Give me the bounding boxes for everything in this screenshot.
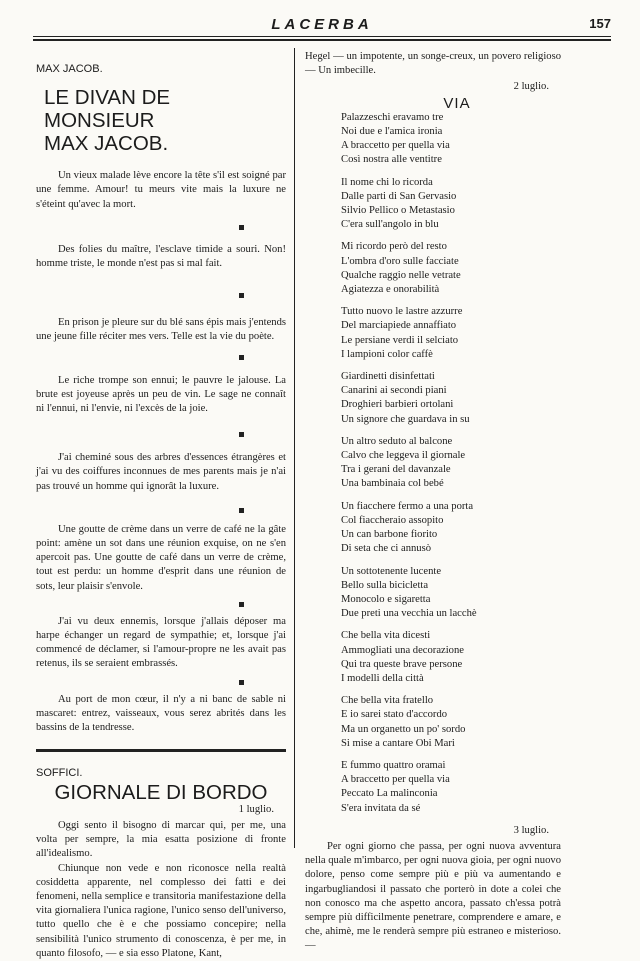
section-bullet [239,432,244,437]
poem-verse: Peccato La malinconia [341,788,438,800]
poem-verse: Un altro seduto al balcone [341,435,453,447]
poem-verse: Tutto nuovo le lastre azzurre [341,306,463,318]
poem-verse: S'era invitata da sé [341,802,421,814]
section-bullet [239,602,244,607]
poem-stanza [341,435,561,492]
poem-stanza [341,694,561,751]
paragraph: J'ai vu deux ennemis, lorsque j'allais déposer ma harpe échanger un regard de sympathie; et, lorsque j'ai commencé de déclamer, si l'amour-propre ne les avait pas retenus, ils se seraient embrassés. [36,615,286,670]
poem-verse: Dalle parti di San Gervasio [341,190,457,202]
poem-verse: E fummo quattro oramai [341,759,446,771]
poem-verse: Del marciapiede annaffiato [341,320,457,332]
page-header [33,16,611,34]
poem-stanza [341,176,561,233]
paragraph: Per ogni giorno che passa, per ogni nuova avventura nella quale m'imbarco, per ogni nuova gioia, per ogni nuovo dolore, penso come sempre più e più va aumentando e ingarbugliandosi il passato che porterò in dote a colei che non conosco ma che aspetto ancora, passato ch'essa potrà sempre più difficilmente penetrare, comprendere e amare, e che, ahimè, me le renderà sempre più estraneo e misterioso. — [305,840,561,952]
poem-verse: Qualche raggio nelle vetrate [341,269,461,281]
article-author: MAX JACOB. [36,63,103,75]
poem-verse: I modelli della città [341,672,424,684]
article-title: GIORNALE DI BORDO [54,781,268,805]
poem-verse: Giardinetti disinfettati [341,371,435,383]
paragraph-continuation: Hegel — un impotente, un songe-creux, un povero religioso — Un imbecille. [305,51,561,77]
paragraph: Un vieux malade lève encore la tête s'il est soigné par une femme. Amour! tu meurs vite mais la luxure ne s'éteint qu'avec la mort. [36,170,286,210]
poem-verse: Agiatezza e onorabilità [341,284,440,296]
poem-verse: Tra i gerani del davanzale [341,464,451,476]
poem-verse: Mi ricordo però del resto [341,241,447,253]
poem-verse: Di seta che ci annusò [341,543,432,555]
section-bullet [239,680,244,685]
article-author: SOFFICI. [36,767,83,780]
section-rule [36,749,286,752]
article-title-line: LE DIVAN DE MONSIEUR [44,86,171,133]
poem-verse: A braccetto per quella via [341,774,450,786]
poem-verse: Che bella vita fratello [341,695,434,707]
poem-verse: Che bella vita dicesti [341,630,431,642]
poem-verse: A braccetto per quella via [341,140,450,152]
section-bullet [239,293,244,298]
poem-verse: Noi due e l'amica ironia [341,126,443,138]
poem-verse: Così nostra alle ventitre [341,154,442,166]
column-divider [294,48,295,848]
poem-verse: Si mise a cantare Obi Mari [341,737,455,749]
poem-verse: Le persiane verdi il selciato [341,334,459,346]
entry-date: 3 luglio. [513,824,549,836]
poem-verse: Una bambinaia col bebé [341,478,444,490]
paragraph: J'ai cheminé sous des arbres d'essences étrangères et j'ai vu des coiffures inconnues de mes parents mais je n'ai pas trouvé un homme qui ignorât la luxure. [36,452,286,492]
poem-verse: C'era sull'angolo in blu [341,219,439,231]
poem-verse: Silvio Pellico o Metastasio [341,205,455,217]
paragraph: Au port de mon cœur, il n'y a ni banc de sable ni mascaret: entrez, vaisseaux, vous serez abrités dans les bassins de la tendresse. [36,693,286,734]
poem-stanza [341,370,561,427]
entry-date: 1 luglio. [238,803,274,815]
poem-verse: Ma un organetto un po' sordo [341,723,466,735]
poem-verse: E io sarei stato d'accordo [341,709,448,721]
article-title-line: MAX JACOB. [44,132,169,156]
poem-stanza [341,759,561,816]
header-rule [33,36,611,37]
poem-stanza [341,500,561,557]
poem-verse: Bello sulla bicicletta [341,579,429,591]
poem-stanza [341,240,561,297]
journal-title: LACERBA [271,16,373,33]
left-column [36,50,286,961]
poem-verse: Un can barbone fiorito [341,529,438,541]
poem-verse: Col fiaccheraio assopito [341,514,444,526]
page-number: 157 [589,16,611,31]
section-bullet [239,508,244,513]
poem-stanza [341,565,561,622]
entry-date: 2 luglio. [513,81,549,93]
poem-verse: Droghieri barbieri ortolani [341,399,454,411]
poem-verse: I lampioni color caffè [341,348,433,360]
poem [341,111,561,816]
poem-verse: Ammogliati una decorazione [341,644,464,656]
right-column [305,50,561,954]
poem-verse: Due preti una vecchia un lacchè [341,608,477,620]
paragraph: Des folies du maître, l'esclave timide a souri. Non! homme triste, le monde n'est pas si mal fait. [36,243,286,270]
poem-verse: Qui tra queste brave persone [341,658,463,670]
poem-verse: Un signore che guardava in su [341,413,470,425]
poem-title: VIA [443,94,471,112]
poem-verse: Il nome chi lo ricorda [341,176,433,188]
paragraph: Le riche trompe son ennui; le pauvre le jalouse. La brute est joyeuse après un peu de vin. Le sage ne connaît ni l'ennui, ni l'envie, ni l'excès de la joie. [36,374,286,415]
poem-verse: Un sottotenente lucente [341,565,442,577]
poem-verse: Calvo che leggeva il giornale [341,450,466,462]
poem-verse: L'ombra d'oro sulle facciate [341,255,459,267]
poem-verse: Canarini ai secondi piani [341,385,447,397]
article-title [44,86,286,155]
header-rule-thick [33,39,611,41]
paragraph: En prison je pleure sur du blé sans épis mais j'entends une jeune fille réciter mes vers. Telle est la vie du poète. [36,317,286,343]
section-bullet [239,225,244,230]
paragraph: Une goutte de crème dans un verre de café ne la gâte point: amène un sot dans une réunion exquise, on ne s'en apercoit pas. Une goutte de café dans un verre de crème, tout est perdu: un homme d'esprit dans une réunion de sots, leur plaisir s'envole. [36,523,286,592]
paragraph: Chiunque non vede e non riconosce nella realtà cosiddetta apparente, nel complesso dei fatti e dei fenomeni, nella semplice e transitoria manifestazione della vita giornaliera l'unica ragione, l'unico senso dell'universo, tutto quello che è e che possiamo concepire; nella sensibilità l'unico strumento di conoscenza, è per me, in quanto filosofo, — e sia esso Platone, Kant, [36,862,286,959]
paragraph: Oggi sento il bisogno di marcar qui, per me, una volta per sempre, la mia esatta posizione di fronte all'idealismo. [36,819,286,860]
poem-verse: Palazzeschi eravamo tre [341,111,444,123]
poem-stanza [341,305,561,362]
poem-verse: Monocolo e sigaretta [341,593,431,605]
poem-verse: Un fiacchere fermo a una porta [341,500,474,512]
section-bullet [239,355,244,360]
poem-stanza [341,111,561,168]
poem-stanza [341,629,561,686]
